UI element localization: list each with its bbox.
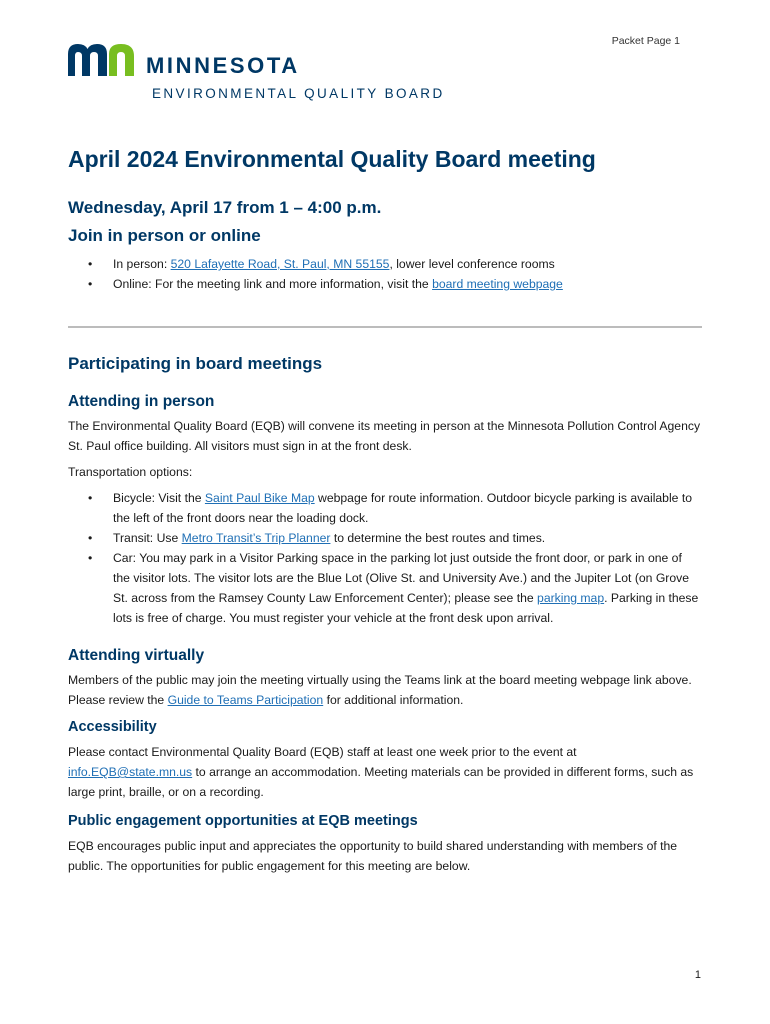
logo-wordmark: MINNESOTA [146, 53, 300, 78]
join-list [68, 254, 702, 294]
meeting-date: Wednesday, April 17 from 1 – 4:00 p.m. [68, 198, 382, 217]
parking-map-link[interactable]: parking map [537, 591, 605, 605]
teams-guide-link[interactable]: Guide to Teams Participation [167, 693, 324, 707]
board-meeting-link[interactable]: board meeting webpage [432, 277, 563, 291]
packet-page-label: Packet Page 1 [611, 35, 680, 47]
eqb-logo [68, 44, 445, 101]
join-heading: Join in person or online [68, 226, 261, 245]
transport-label: Transportation options: [68, 465, 193, 479]
section-divider [68, 326, 702, 328]
engagement-heading: Public engagement opportunities at EQB meetings [68, 813, 418, 829]
attending-person-heading: Attending in person [68, 393, 215, 410]
trip-planner-link[interactable]: Metro Transit’s Trip Planner [181, 531, 331, 545]
list-item: • Transit: Use Metro Transit’s Trip Planner to determine the best routes and times. [68, 528, 702, 548]
attending-virtual-text: Members of the public may join the meeting virtually using the Teams link at the board meeting webpage link above. Please review the Guide to Teams Participation for additional information. [68, 673, 692, 707]
accessibility-heading: Accessibility [68, 719, 157, 735]
bike-map-link[interactable]: Saint Paul Bike Map [204, 491, 315, 505]
document-body [68, 142, 702, 876]
list-item: • Online: For the meeting link and more information, visit the board meeting webpage [68, 274, 702, 294]
mn-logo-icon [68, 44, 136, 76]
address-link[interactable]: 520 Lafayette Road, St. Paul, MN 55155 [170, 257, 390, 271]
page-number: 1 [694, 969, 701, 981]
page-title: April 2024 Environmental Quality Board meeting [68, 146, 596, 172]
attending-person-text: The Environmental Quality Board (EQB) will convene its meeting in person at the Minnesota Pollution Control Agency St. Paul office building. All visitors must sign in at the front desk. [68, 419, 701, 453]
engagement-text: EQB encourages public input and appreciates the opportunity to build shared understanding with members of the public. The opportunities for public engagement for this meeting are below. [68, 839, 678, 873]
list-item: • Bicycle: Visit the Saint Paul Bike Map webpage for route information. Outdoor bicycle parking is available to the left of the front doors near the loading dock. [68, 488, 702, 528]
accessibility-text: Please contact Environmental Quality Board (EQB) staff at least one week prior to the event at info.EQB@state.mn.us to arrange an accommodation. Meeting materials can be provided in different forms, such as large print, braille, or on a recording. [68, 745, 694, 799]
list-item: • In person: 520 Lafayette Road, St. Paul, MN 55155, lower level conference rooms [68, 254, 702, 274]
list-item: • Car: You may park in a Visitor Parking space in the parking lot just outside the front door, or park in one of the visitor lots. The visitor lots are the Blue Lot (Olive St. and University Ave.) and the Jupiter Lot (on Grove St. across from the Ramsey County Law Enforcement Center); please see the parking map. Parking in these lots is free of charge. You must register your vehicle at the front desk upon arrival. [68, 548, 702, 628]
email-link[interactable]: info.EQB@state.mn.us [68, 765, 193, 779]
transport-list [68, 488, 702, 628]
attending-virtual-heading: Attending virtually [68, 647, 205, 664]
logo-subtitle: ENVIRONMENTAL QUALITY BOARD [152, 86, 445, 101]
participating-heading: Participating in board meetings [68, 354, 323, 373]
